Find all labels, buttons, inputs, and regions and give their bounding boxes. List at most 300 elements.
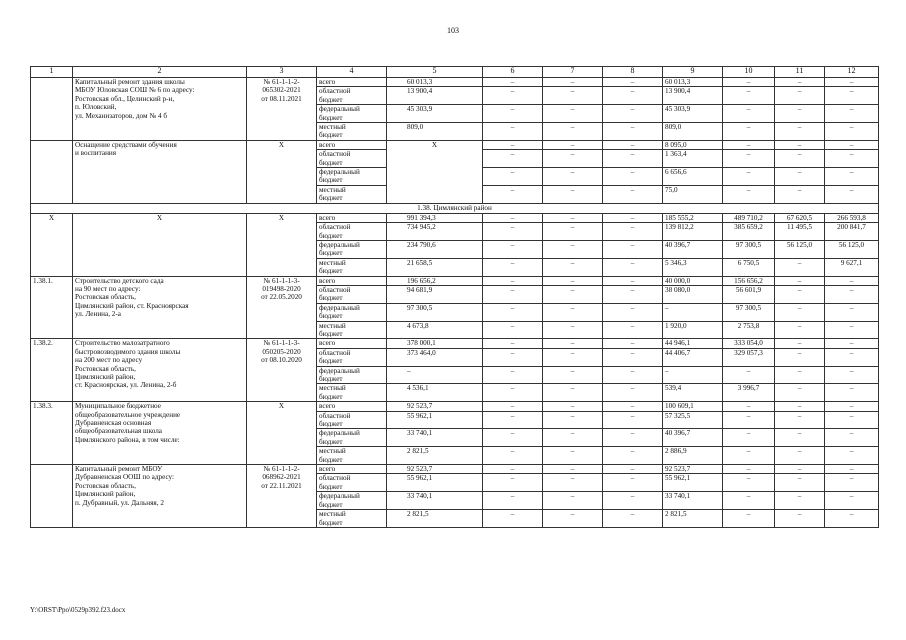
object-name-line: ул. Ленина, 2-а [75,310,121,319]
expertise-document-line: от 22.11.2021 [261,481,302,490]
value-cell: – [543,348,603,366]
expertise-document-line: от 22.05.2020 [261,293,302,302]
object-name-line: Строительство детского сада [75,276,164,285]
value-cell: – [825,510,879,528]
value-cell: – [543,402,603,411]
budget-source [317,447,387,465]
value-cell: – [483,366,543,384]
object-name-line: общеобразовательная школа [75,427,162,436]
value-cell: – [825,384,879,402]
value-cell: – [775,78,825,87]
value-cell: – [825,105,879,123]
value-cell: 196 656,2 [387,276,483,285]
value-cell: – [603,411,663,429]
value-cell: – [825,123,879,141]
expertise-document [247,78,317,141]
object-name-line: общеобразовательное учреждение [75,410,181,419]
item-number [31,78,73,141]
value-cell: 2 753,8 [723,321,775,339]
budget-source-line: всего [319,78,336,86]
value-cell: – [603,474,663,492]
item-number: 1.38.2. [31,339,73,402]
financing-table [30,66,879,528]
value-cell: – [775,474,825,492]
value-cell: – [775,366,825,384]
file-path-footer: Y:\ORST\Ppo\0529p392.f23.docx [30,606,126,614]
value-cell: – [603,150,663,168]
value-cell: 92 523,7 [387,402,483,411]
value-cell: – [775,429,825,447]
value-cell: – [723,123,775,141]
expertise-document-line: Х [278,402,285,411]
value-cell: – [483,510,543,528]
value-cell: – [723,87,775,105]
value-cell: 8 095,0 [663,140,723,149]
object-name-line: Оснащение средствами обучения [75,140,177,149]
value-cell: – [723,465,775,474]
value-cell: 809,0 [663,123,723,141]
value-cell: – [483,447,543,465]
value-cell: – [825,348,879,366]
value-cell: – [543,474,603,492]
value-cell: 734 945,2 [387,223,483,241]
budget-source-line: бюджет [319,294,343,303]
value-cell: – [387,366,483,384]
value-cell: – [543,87,603,105]
value-cell: – [543,276,603,285]
item-number: 1.38.3. [31,402,73,465]
budget-source-line: федеральный [319,429,360,438]
value-cell: – [483,303,543,321]
value-cell: – [723,492,775,510]
expertise-document [247,465,317,528]
value-cell: 97 300,5 [723,240,775,258]
value-cell: 539,4 [663,384,723,402]
expertise-document-line: 068962-2021 [262,473,301,482]
object-name [73,213,247,276]
value-cell: – [603,510,663,528]
value-cell: 38 080,0 [663,285,723,303]
value-cell: – [723,150,775,168]
expertise-document [247,339,317,402]
budget-source-line: бюджет [319,194,343,203]
value-cell: – [603,303,663,321]
value-cell: – [825,321,879,339]
object-name [73,140,247,203]
budget-source-line: бюджет [319,500,343,509]
budget-source-line: федеральный [319,366,360,375]
value-cell: – [603,105,663,123]
value-cell: 2 886,9 [663,447,723,465]
value-cell: – [543,168,603,186]
value-cell: – [543,150,603,168]
value-cell: – [775,140,825,149]
page-number: 103 [447,26,459,35]
value-cell: – [483,339,543,348]
budget-source-line: областной [319,348,351,357]
budget-source-line: федеральный [319,240,360,249]
budget-source-line: бюджет [319,176,343,185]
budget-source [317,411,387,429]
value-cell: – [825,150,879,168]
value-cell: – [723,411,775,429]
value-cell: – [775,168,825,186]
header-cell: 7 [543,67,603,78]
value-cell: – [663,303,723,321]
budget-source-line: бюджет [319,392,343,401]
value-cell: – [543,105,603,123]
value-cell: – [775,185,825,203]
value-cell: – [775,339,825,348]
value-cell: 373 464,0 [387,348,483,366]
value-cell: – [775,123,825,141]
object-name-line: Цимлянский район, ст. Красноярская [75,301,189,310]
object-name [73,276,247,339]
value-cell: – [543,285,603,303]
value-cell: 2 821,5 [663,510,723,528]
value-cell: 33 740,1 [387,429,483,447]
value-cell: 97 300,5 [387,303,483,321]
header-cell: 9 [663,67,723,78]
object-name-line: на 200 мест по адресу [75,356,143,365]
value-cell: – [483,348,543,366]
value-cell: – [483,185,543,203]
value-cell: – [825,140,879,149]
value-cell: 92 523,7 [663,465,723,474]
value-cell: – [483,78,543,87]
value-cell: – [483,285,543,303]
value-cell: – [603,429,663,447]
object-name-line: Ростовская область, [75,293,136,302]
value-cell: – [723,105,775,123]
value-cell: – [775,465,825,474]
value-cell: – [775,150,825,168]
value-cell: – [543,78,603,87]
budget-source-line: бюджет [319,95,343,104]
table-row [31,78,879,87]
header-cell: 6 [483,67,543,78]
budget-source [317,339,387,348]
budget-source-line: местный [319,258,346,267]
value-cell: – [483,276,543,285]
object-name-line: Ростовская область, [75,481,136,490]
budget-source [317,87,387,105]
value-cell: 45 303,9 [387,105,483,123]
value-cell: – [543,258,603,276]
value-cell: 55 962,1 [387,474,483,492]
table-row [31,140,879,149]
value-cell: 100 609,1 [663,402,723,411]
table-row [31,402,879,411]
expertise-document [247,276,317,339]
value-cell: – [825,366,879,384]
value-cell: 1 363,4 [663,150,723,168]
value-cell: 489 710,2 [723,213,775,222]
value-cell: – [483,140,543,149]
value-cell: – [775,384,825,402]
value-cell: – [543,447,603,465]
value-cell: – [825,285,879,303]
item-number [31,465,73,528]
budget-source [317,223,387,241]
value-cell: – [543,321,603,339]
expertise-document-line: 050205-2020 [262,347,301,356]
budget-source [317,150,387,168]
value-cell: – [483,168,543,186]
value-cell: 234 790,6 [387,240,483,258]
header-cell: 2 [73,67,247,78]
budget-source [317,510,387,528]
value-cell: 92 523,7 [387,465,483,474]
value-cell: – [825,276,879,285]
value-cell: 13 900,4 [663,87,723,105]
object-name-line: на 90 мест по адресу: [75,284,141,293]
budget-source-line: местный [319,321,346,330]
value-cell: – [483,105,543,123]
header-cell: 10 [723,67,775,78]
expertise-document-line: № 61-1-1-2- [263,465,300,474]
budget-source [317,276,387,285]
value-cell: – [825,474,879,492]
value-cell: – [603,140,663,149]
budget-source [317,123,387,141]
header-cell: 11 [775,67,825,78]
budget-source [317,303,387,321]
value-cell: – [603,258,663,276]
value-cell: – [543,303,603,321]
value-cell: – [603,240,663,258]
object-name-line: Цимлянский район, [75,373,136,381]
expertise-document-line: № 61-1-1-3- [263,339,300,348]
value-cell: – [603,87,663,105]
value-cell: – [723,429,775,447]
budget-source-line: бюджет [319,455,343,464]
header-row [31,67,879,78]
object-name-line: Капитальный ремонт здания школы [75,78,185,86]
expertise-document-line: от 08.10.2020 [261,356,302,365]
budget-source-line: областной [319,223,351,232]
expertise-document-line: от 08.11.2021 [261,94,302,103]
value-cell: 57 325,5 [663,411,723,429]
value-cell: – [543,185,603,203]
value-cell: 55 962,1 [387,411,483,429]
value-cell: – [603,78,663,87]
value-cell: – [825,303,879,321]
budget-source-line: бюджет [319,329,343,338]
budget-source [317,321,387,339]
header-cell: 4 [317,67,387,78]
budget-source-line: бюджет [319,312,343,321]
value-cell: – [603,447,663,465]
object-name [73,465,247,528]
budget-source-line: бюджет [319,420,343,429]
budget-source-line: бюджет [319,375,343,383]
budget-source [317,366,387,384]
value-cell: – [603,402,663,411]
value-cell: – [825,411,879,429]
value-cell: 6 750,5 [723,258,775,276]
value-cell: – [483,150,543,168]
value-cell: 56 601,9 [723,285,775,303]
value-cell: – [483,492,543,510]
budget-source [317,185,387,203]
value-cell: – [603,185,663,203]
value-cell: 9 627,1 [825,258,879,276]
value-cell: 991 394,3 [387,213,483,222]
budget-source-line: бюджет [319,357,343,366]
budget-source [317,429,387,447]
value-cell: 44 946,1 [663,339,723,348]
value-cell: 3 996,7 [723,384,775,402]
value-cell: 385 659,2 [723,223,775,241]
value-cell: – [543,465,603,474]
value-cell: – [543,140,603,149]
value-cell: 40 396,7 [663,240,723,258]
value-cell: – [603,339,663,348]
header-cell: 1 [31,67,73,78]
value-cell: 94 681,9 [387,285,483,303]
item-number: 1.38.1. [31,276,73,339]
section-title: 1.38. Цимлянский район [31,203,879,213]
value-cell: – [483,474,543,492]
value-cell: – [483,213,543,222]
budget-source-line: всего [319,465,336,474]
value-cell: 4 536,1 [387,384,483,402]
value-cell: 33 740,1 [387,492,483,510]
expertise-document-line: № 61-1-1-2- [263,78,300,86]
budget-source [317,474,387,492]
value-cell: 40 396,7 [663,429,723,447]
budget-source-line: федеральный [319,105,360,114]
value-cell: 97 300,5 [723,303,775,321]
budget-source [317,105,387,123]
budget-source-line: бюджет [319,131,343,140]
value-cell: 329 057,3 [723,348,775,366]
value-cell: – [723,402,775,411]
value-cell: – [483,240,543,258]
value-cell: – [603,384,663,402]
value-cell: – [825,185,879,203]
object-name [73,402,247,465]
object-name-line: Цимлянский район, [75,490,136,499]
budget-source-line: областной [319,87,351,96]
object-name-line: и воспитания [75,149,117,158]
object-name-line: ул. Механизаторов, дом № 4 б [75,111,168,120]
value-cell: – [603,492,663,510]
value-cell: 60 013,3 [663,78,723,87]
value-cell: – [825,465,879,474]
budget-source [317,384,387,402]
value-cell: 40 000,0 [663,276,723,285]
value-cell: – [483,402,543,411]
value-cell: – [483,384,543,402]
value-cell: 13 900,4 [387,87,483,105]
value-cell: – [775,447,825,465]
object-name-line: Муниципальное бюджетное [75,402,161,411]
budget-source [317,465,387,474]
value-cell: 1 920,0 [663,321,723,339]
value-cell: 2 821,5 [387,510,483,528]
budget-source [317,140,387,149]
value-cell: – [825,447,879,465]
budget-source [317,348,387,366]
value-cell: 4 673,8 [387,321,483,339]
expertise-document [247,140,317,203]
value-cell: – [543,223,603,241]
object-name-line: Х [156,213,163,222]
budget-source-line: местный [319,185,346,194]
object-name-line: Капитальный ремонт МБОУ [75,465,163,474]
budget-source [317,492,387,510]
header-cell: 8 [603,67,663,78]
budget-source-line: областной [319,285,351,294]
value-cell: – [825,87,879,105]
budget-source-line: федеральный [319,492,360,501]
value-cell: 2 821,5 [387,447,483,465]
budget-source [317,258,387,276]
budget-source-line: бюджет [319,158,343,167]
value-cell: 44 406,7 [663,348,723,366]
value-cell: – [483,258,543,276]
value-cell: – [543,510,603,528]
value-cell: – [543,411,603,429]
table-row [31,465,879,474]
value-cell: – [543,492,603,510]
expertise-document [247,213,317,276]
object-name-line: Цимлянского района, в том числе: [75,435,180,444]
budget-source-line: бюджет [319,267,343,276]
value-cell: – [483,223,543,241]
table-row [31,213,879,222]
object-name [73,78,247,141]
value-cell: – [663,366,723,384]
value-cell: – [543,429,603,447]
budget-source-line: местный [319,384,346,393]
budget-source-line: бюджет [319,249,343,258]
value-cell: – [825,339,879,348]
value-cell: – [775,321,825,339]
item-number [31,140,73,203]
budget-source [317,168,387,186]
object-name-line: быстровозводимого здания школы [75,347,181,356]
value-cell: – [483,411,543,429]
object-name-line: п. Юловский, [75,103,117,112]
budget-source [317,240,387,258]
budget-source-line: областной [319,150,351,159]
value-cell: 75,0 [663,185,723,203]
value-cell: 6 656,6 [663,168,723,186]
header-cell: 5 [387,67,483,78]
value-cell: – [825,168,879,186]
value-cell: 266 593,8 [825,213,879,222]
value-cell: 33 740,1 [663,492,723,510]
value-cell: 56 125,0 [775,240,825,258]
object-name-line: Ростовская область, [75,364,136,373]
value-cell: 60 013,3 [387,78,483,87]
budget-source-line: местный [319,510,346,519]
value-cell: – [603,123,663,141]
value-cell: 11 495,5 [775,223,825,241]
value-cell: 5 346,3 [663,258,723,276]
budget-source-line: областной [319,474,351,483]
value-cell: – [543,213,603,222]
value-cell: 185 555,2 [663,213,723,222]
budget-source-line: бюджет [319,113,343,122]
budget-source-line: федеральный [319,168,360,177]
value-cell: – [775,285,825,303]
expertise-document-line: Х [278,140,285,149]
value-cell: – [483,465,543,474]
